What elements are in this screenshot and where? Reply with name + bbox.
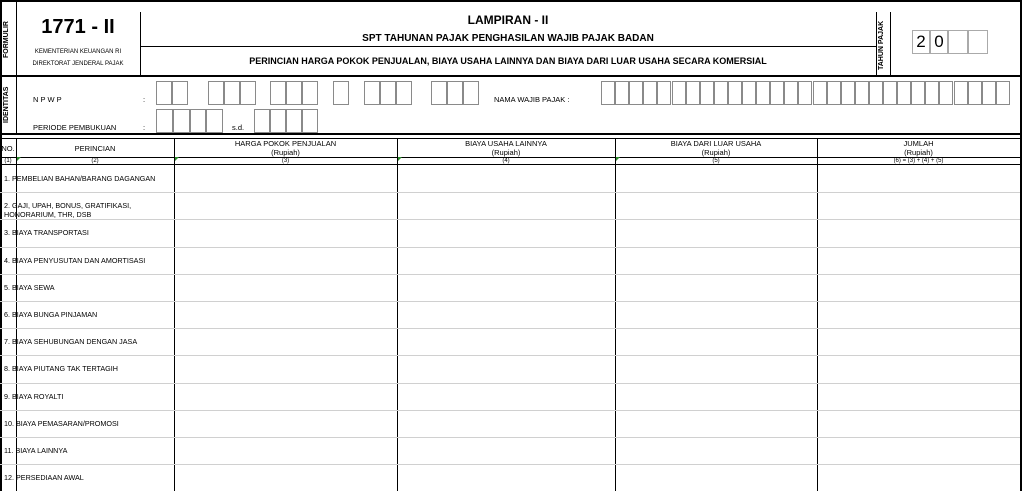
bdlu-cell[interactable] bbox=[616, 165, 817, 192]
col-header-jumlah: JUMLAH bbox=[903, 139, 934, 148]
taxpayer-name-char-box[interactable] bbox=[883, 81, 897, 105]
jumlah-cell[interactable] bbox=[818, 219, 1020, 246]
jumlah-cell[interactable] bbox=[818, 301, 1020, 328]
npwp-digit-box[interactable] bbox=[380, 81, 396, 105]
npwp-digit-box[interactable] bbox=[208, 81, 224, 105]
taxpayer-name-char-box[interactable] bbox=[869, 81, 883, 105]
hpp-cell[interactable] bbox=[175, 410, 397, 437]
jumlah-cell[interactable] bbox=[818, 437, 1020, 464]
npwp-digit-box[interactable] bbox=[224, 81, 240, 105]
jumlah-cell[interactable] bbox=[818, 355, 1020, 382]
col-number: (1) bbox=[4, 158, 12, 164]
hpp-cell[interactable] bbox=[175, 274, 397, 301]
header-top-border bbox=[0, 0, 1022, 2]
taxpayer-name-char-box[interactable] bbox=[939, 81, 953, 105]
row-label: 12. PERSEDIAAN AWAL bbox=[4, 473, 84, 483]
tax-year-digit-2: 0 bbox=[930, 30, 948, 54]
bul-cell[interactable] bbox=[398, 355, 615, 382]
bul-cell[interactable] bbox=[398, 328, 615, 355]
bdlu-cell[interactable] bbox=[616, 301, 817, 328]
tax-year-digit-1: 2 bbox=[912, 30, 930, 54]
hpp-cell[interactable] bbox=[175, 301, 397, 328]
taxpayer-name-char-box[interactable] bbox=[643, 81, 657, 105]
bdlu-cell[interactable] bbox=[616, 192, 817, 219]
row-label: 3. BIAYA TRANSPORTASI bbox=[4, 228, 89, 238]
col-number: (6) = (3) + (4) + (5) bbox=[893, 158, 944, 164]
divider bbox=[876, 12, 877, 76]
formulir-side-label: FORMULIR bbox=[3, 21, 10, 58]
bdlu-cell[interactable] bbox=[616, 328, 817, 355]
period-end-box[interactable] bbox=[270, 109, 286, 133]
hpp-cell[interactable] bbox=[175, 328, 397, 355]
row-label: 4. BIAYA PENYUSUTAN DAN AMORTISASI bbox=[4, 255, 146, 265]
bookkeeping-period-label: PERIODE PEMBUKUAN bbox=[33, 123, 117, 132]
table-row bbox=[0, 437, 1020, 464]
taxpayer-name-char-box[interactable] bbox=[756, 81, 770, 105]
col-number: (4) bbox=[502, 158, 510, 164]
row-label-continued: HONORARIUM, THR, DSB bbox=[4, 210, 92, 220]
taxpayer-name-char-box[interactable] bbox=[686, 81, 700, 105]
period-start-box[interactable] bbox=[206, 109, 223, 133]
taxpayer-name-char-box[interactable] bbox=[855, 81, 869, 105]
col-number: (5) bbox=[712, 158, 720, 164]
row-label: 5. BIAYA SEWA bbox=[4, 282, 55, 292]
npwp-digit-box[interactable] bbox=[302, 81, 318, 105]
row-label: 10. BIAYA PEMASARAN/PROMOSI bbox=[4, 418, 119, 428]
table-row bbox=[0, 328, 1020, 355]
period-sd-label: s.d. bbox=[232, 123, 245, 132]
row-label: 11. BIAYA LAINNYA bbox=[4, 446, 68, 456]
col-header-no: NO. bbox=[1, 144, 15, 153]
period-start-box[interactable] bbox=[190, 109, 207, 133]
table-row bbox=[0, 219, 1020, 246]
hpp-cell[interactable] bbox=[175, 219, 397, 246]
taxpayer-name-char-box[interactable] bbox=[996, 81, 1010, 105]
cell-note-marker bbox=[398, 157, 402, 161]
jumlah-cell[interactable] bbox=[818, 328, 1020, 355]
npwp-digit-box[interactable] bbox=[240, 81, 256, 105]
bdlu-cell[interactable] bbox=[616, 410, 817, 437]
tax-year-input-4[interactable] bbox=[968, 30, 988, 54]
taxpayer-name-char-box[interactable] bbox=[954, 81, 968, 105]
taxpayer-name-char-box[interactable] bbox=[827, 81, 841, 105]
bdlu-cell[interactable] bbox=[616, 274, 817, 301]
taxpayer-name-char-box[interactable] bbox=[615, 81, 629, 105]
col-header-hpp-unit: (Rupiah) bbox=[271, 148, 300, 157]
taxpayer-name-char-box[interactable] bbox=[601, 81, 615, 105]
period-start-box[interactable] bbox=[173, 109, 190, 133]
bul-cell[interactable] bbox=[398, 192, 615, 219]
bul-cell[interactable] bbox=[398, 165, 615, 192]
table-row bbox=[0, 355, 1020, 382]
hpp-cell[interactable] bbox=[175, 192, 397, 219]
col-header-bdlu: BIAYA DARI LUAR USAHA bbox=[670, 139, 762, 148]
form-subtitle: SPT TAHUNAN PAJAK PENGHASILAN WAJIB PAJAK BADAN bbox=[362, 33, 654, 44]
form-description: PERINCIAN HARGA POKOK PENJUALAN, BIAYA USAHA LAINNYA DAN BIAYA DARI LUAR USAHA SECARA KOMERSIAL bbox=[249, 56, 767, 66]
form-right-border bbox=[1020, 0, 1022, 491]
taxpayer-name-char-box[interactable] bbox=[629, 81, 643, 105]
table-row bbox=[0, 464, 1020, 491]
bul-cell[interactable] bbox=[398, 274, 615, 301]
hpp-cell[interactable] bbox=[175, 165, 397, 192]
taxpayer-name-char-box[interactable] bbox=[770, 81, 784, 105]
table-row bbox=[0, 410, 1020, 437]
page-title: LAMPIRAN - II bbox=[467, 13, 549, 27]
col-header-bdlu-unit: (Rupiah) bbox=[701, 148, 731, 157]
ministry-name: KEMENTERIAN KEUANGAN RI bbox=[34, 49, 122, 55]
npwp-digit-box[interactable] bbox=[333, 81, 349, 105]
jumlah-cell[interactable] bbox=[818, 165, 1020, 192]
npwp-digit-box[interactable] bbox=[463, 81, 479, 105]
npwp-digit-box[interactable] bbox=[364, 81, 380, 105]
jumlah-cell[interactable] bbox=[818, 192, 1020, 219]
period-colon: : bbox=[143, 123, 146, 132]
col-number: (2) bbox=[91, 158, 99, 164]
npwp-label: N P W P bbox=[33, 95, 62, 104]
row-label: 2. GAJI, UPAH, BONUS, GRATIFIKASI, bbox=[4, 201, 132, 211]
taxpayer-name-char-box[interactable] bbox=[798, 81, 812, 105]
bul-cell[interactable] bbox=[398, 247, 615, 274]
identity-side-label: IDENTITAS bbox=[3, 86, 10, 124]
bul-cell[interactable] bbox=[398, 410, 615, 437]
bdlu-cell[interactable] bbox=[616, 464, 817, 491]
row-label: 1. PEMBELIAN BAHAN/BARANG DAGANGAN bbox=[4, 174, 156, 184]
taxpayer-name-char-box[interactable] bbox=[911, 81, 925, 105]
jumlah-cell[interactable] bbox=[818, 247, 1020, 274]
col-header-bul-unit: (Rupiah) bbox=[491, 148, 521, 157]
bdlu-cell[interactable] bbox=[616, 219, 817, 246]
taxpayer-name-char-box[interactable] bbox=[700, 81, 714, 105]
header-bottom-border bbox=[0, 75, 1022, 77]
taxpayer-name-char-box[interactable] bbox=[897, 81, 911, 105]
taxpayer-name-char-box[interactable] bbox=[714, 81, 728, 105]
period-start-box[interactable] bbox=[156, 109, 173, 133]
period-end-box[interactable] bbox=[302, 109, 318, 133]
divider bbox=[16, 76, 17, 134]
col-header-perincian: PERINCIAN bbox=[74, 144, 116, 153]
bul-cell[interactable] bbox=[398, 383, 615, 410]
tax-year-label: TAHUN PAJAK bbox=[878, 20, 885, 70]
cell-note-marker bbox=[616, 157, 620, 161]
npwp-digit-box[interactable] bbox=[431, 81, 447, 105]
taxpayer-name-char-box[interactable] bbox=[841, 81, 855, 105]
bdlu-cell[interactable] bbox=[616, 383, 817, 410]
taxpayer-name-label: NAMA WAJIB PAJAK : bbox=[494, 95, 570, 104]
taxpayer-name-char-box[interactable] bbox=[672, 81, 686, 105]
col-header-hpp: HARGA POKOK PENJUALAN bbox=[234, 139, 337, 148]
npwp-digit-box[interactable] bbox=[172, 81, 188, 105]
bdlu-cell[interactable] bbox=[616, 355, 817, 382]
divider bbox=[140, 46, 876, 47]
taxpayer-name-char-box[interactable] bbox=[968, 81, 982, 105]
taxpayer-name-char-box[interactable] bbox=[742, 81, 756, 105]
bul-cell[interactable] bbox=[398, 219, 615, 246]
period-end-box[interactable] bbox=[254, 109, 270, 133]
taxpayer-name-char-box[interactable] bbox=[728, 81, 742, 105]
taxpayer-name-char-box[interactable] bbox=[784, 81, 798, 105]
tax-year-input-3[interactable] bbox=[948, 30, 968, 54]
row-label: 7. BIAYA SEHUBUNGAN DENGAN JASA bbox=[4, 337, 138, 347]
jumlah-cell[interactable] bbox=[818, 464, 1020, 491]
hpp-cell[interactable] bbox=[175, 247, 397, 274]
bdlu-cell[interactable] bbox=[616, 247, 817, 274]
table-row bbox=[0, 247, 1020, 274]
bul-cell[interactable] bbox=[398, 301, 615, 328]
jumlah-cell[interactable] bbox=[818, 410, 1020, 437]
col-number: (3) bbox=[281, 158, 290, 164]
npwp-digit-box[interactable] bbox=[156, 81, 172, 105]
bdlu-cell[interactable] bbox=[616, 437, 817, 464]
col-header-bul: BIAYA USAHA LAINNYA bbox=[465, 139, 547, 148]
taxpayer-name-char-box[interactable] bbox=[657, 81, 671, 105]
npwp-digit-box[interactable] bbox=[286, 81, 302, 105]
row-label: 8. BIAYA PIUTANG TAK TERTAGIH bbox=[4, 364, 118, 374]
npwp-digit-box[interactable] bbox=[447, 81, 463, 105]
taxpayer-name-char-box[interactable] bbox=[982, 81, 996, 105]
table-row bbox=[0, 383, 1020, 410]
cell-note-marker bbox=[175, 157, 179, 161]
identity-bottom-border bbox=[0, 133, 1022, 135]
jumlah-cell[interactable] bbox=[818, 383, 1020, 410]
period-end-box[interactable] bbox=[286, 109, 302, 133]
table-row bbox=[0, 274, 1020, 301]
table-row bbox=[0, 165, 1020, 192]
row-label: 6. BIAYA BUNGA PINJAMAN bbox=[4, 310, 98, 320]
col-header-jumlah-unit: (Rupiah) bbox=[904, 148, 933, 157]
hpp-cell[interactable] bbox=[175, 383, 397, 410]
hpp-cell[interactable] bbox=[175, 355, 397, 382]
taxpayer-name-char-box[interactable] bbox=[813, 81, 827, 105]
bul-cell[interactable] bbox=[398, 464, 615, 491]
npwp-colon: : bbox=[143, 95, 146, 104]
bul-cell[interactable] bbox=[398, 437, 615, 464]
hpp-cell[interactable] bbox=[175, 437, 397, 464]
jumlah-cell[interactable] bbox=[818, 274, 1020, 301]
npwp-digit-box[interactable] bbox=[270, 81, 286, 105]
table-row bbox=[0, 301, 1020, 328]
taxpayer-name-char-box[interactable] bbox=[925, 81, 939, 105]
cell-note-marker bbox=[17, 157, 21, 161]
npwp-digit-box[interactable] bbox=[396, 81, 412, 105]
form-number: 1771 - II bbox=[41, 16, 115, 38]
hpp-cell[interactable] bbox=[175, 464, 397, 491]
row-label: 9. BIAYA ROYALTI bbox=[4, 391, 64, 401]
divider bbox=[890, 12, 891, 76]
directorate-name: DIREKTORAT JENDERAL PAJAK bbox=[32, 61, 124, 67]
table-row bbox=[0, 192, 1020, 219]
